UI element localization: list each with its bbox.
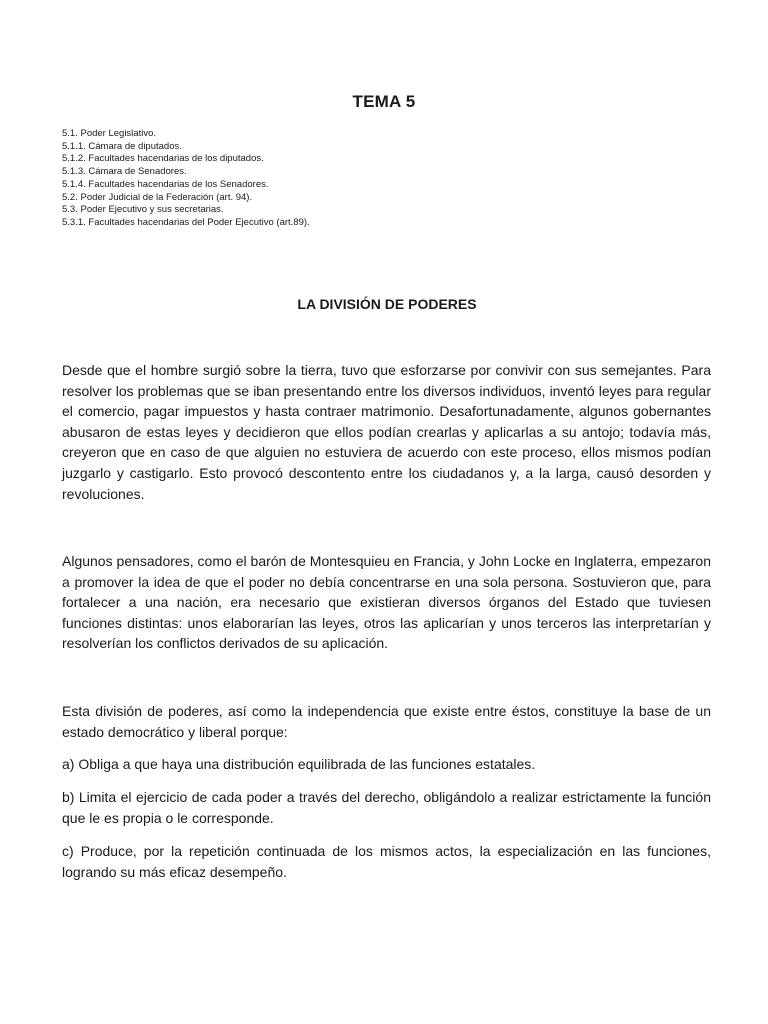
toc-item: 5.2. Poder Judicial de la Federación (art. 94).	[62, 191, 253, 203]
toc-item: 5.3.1. Facultades hacendarias del Poder Ejecutivo (art.89).	[62, 216, 310, 228]
toc-item: 5.1. Poder Legislativo.	[62, 128, 157, 139]
toc-item: 5.3. Poder Ejecutivo y sus secretarias.	[62, 204, 224, 216]
toc-item: 5.1.2. Facultades hacendarias de los diputados.	[62, 153, 264, 165]
list-item-b: b) Limita el ejercicio de cada poder a través del derecho, obligándolo a realizar estrictamente la función que le es propia o le corresponde.	[62, 789, 711, 826]
body-paragraph: Esta división de poderes, así como la independencia que existe entre éstos, constituye la base de un estado democrático y liberal porque:	[62, 703, 711, 740]
list-item-c: c) Produce, por la repetición continuada de los mismos actos, la especialización en las funciones, logrando su más eficaz desempeño.	[62, 843, 711, 880]
toc-item: 5.1.3. Cámara de Senadores.	[62, 166, 187, 178]
toc-item: 5.1.1. Cámara de diputados.	[62, 140, 182, 152]
body-paragraph: Algunos pensadores, como el barón de Montesquieu en Francia, y John Locke en Inglaterra, empezaron a promover la idea de que el poder no debía concentrarse en una sola persona. Sostuvieron que, para fortalecer a una nación, era necesario que existieran diversos órganos del Estado que tuviesen funciones distintas: unos elaborarían las leyes, otros las aplicarían y unos terceros las interpretarían y resolverían los conflictos derivados de su aplicación.	[62, 553, 711, 652]
section-heading: LA DIVISIÓN DE PODERES	[297, 296, 477, 312]
body-paragraph: Desde que el hombre surgió sobre la tierra, tuvo que esforzarse por convivir con sus semejantes. Para resolver los problemas que se iban presentando entre los diversos individuos, inventó leyes para regular el comercio, pagar impuestos y hasta contraer matrimonio. Desafortunadamente, algunos gobernantes abusaron de estas leyes y decidieron que ellos podían crearlas y aplicarlas a su antojo; todavía más, creyeron que en caso de que alguien no estuviera de acuerdo con este proceso, ellos mismos podían juzgarlo y castigarlo. Esto provocó descontento entre los ciudadanos y, a la larga, causó desorden y revoluciones.	[62, 362, 711, 502]
document-title: TEMA 5	[352, 92, 416, 111]
table-of-contents	[62, 128, 310, 230]
toc-item: 5.1.4. Facultades hacendarias de los Senadores.	[62, 178, 269, 190]
list-item-a: a) Obliga a que haya una distribución equilibrada de las funciones estatales.	[62, 756, 536, 772]
